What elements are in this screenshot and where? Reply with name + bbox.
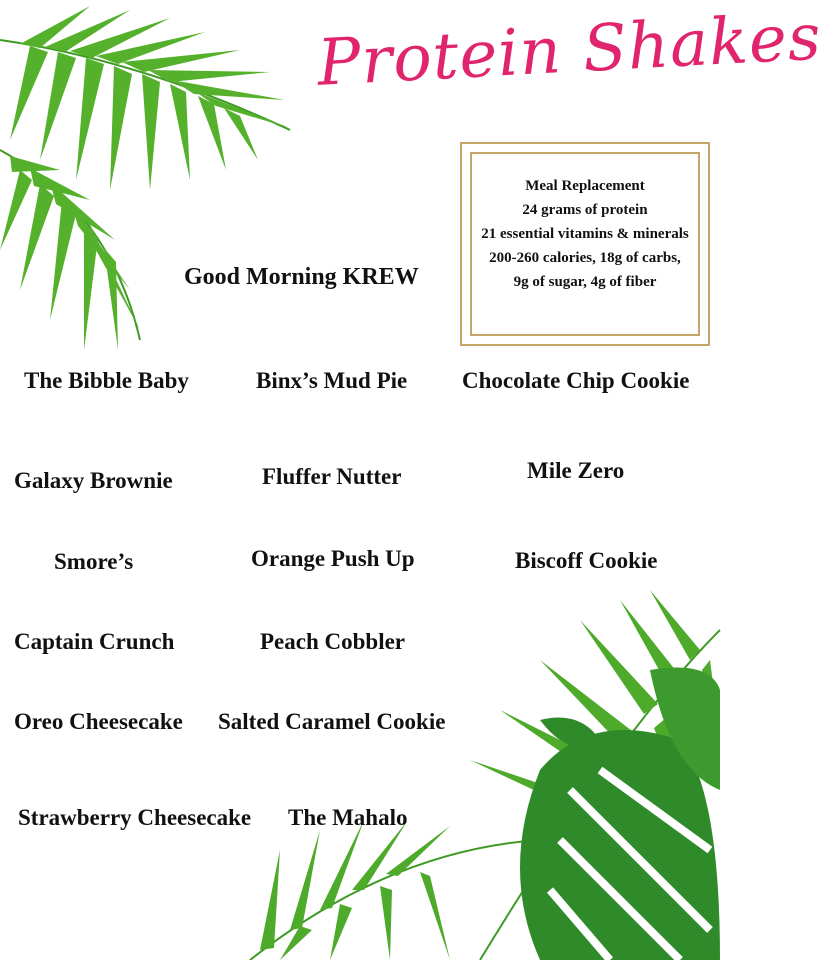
info-vitamins: 21 essential vitamins & minerals	[481, 226, 689, 242]
shake-item: Biscoff Cookie	[515, 548, 658, 573]
page-title: Protein Shakes	[315, 0, 824, 101]
shake-item: Captain Crunch	[14, 629, 175, 654]
shake-item: Mile Zero	[527, 458, 625, 483]
shake-item: Peach Cobbler	[260, 629, 406, 654]
shake-item: Smore’s	[54, 549, 134, 574]
shake-item: The Bibble Baby	[24, 368, 189, 393]
shake-item: Chocolate Chip Cookie	[462, 368, 690, 393]
info-calories: 200-260 calories, 18g of carbs,	[489, 250, 681, 266]
shake-item: Fluffer Nutter	[262, 464, 402, 489]
palm-leaf-top-left-decoration	[0, 0, 300, 360]
shake-item: Oreo Cheesecake	[14, 709, 183, 734]
shake-item: The Mahalo	[288, 805, 408, 830]
shake-item: Galaxy Brownie	[14, 468, 173, 493]
shake-item: Strawberry Cheesecake	[18, 805, 252, 830]
shake-item: Binx’s Mud Pie	[256, 368, 408, 393]
shake-item: Salted Caramel Cookie	[218, 709, 446, 734]
info-meal-replacement: Meal Replacement	[525, 178, 645, 194]
info-sugar-fiber: 9g of sugar, 4g of fiber	[513, 274, 657, 290]
shake-item: Orange Push Up	[251, 546, 415, 571]
info-box-inner-frame	[470, 152, 700, 336]
info-box	[460, 142, 710, 346]
greeting-text: Good Morning KREW	[184, 264, 419, 290]
info-protein: 24 grams of protein	[522, 202, 648, 218]
